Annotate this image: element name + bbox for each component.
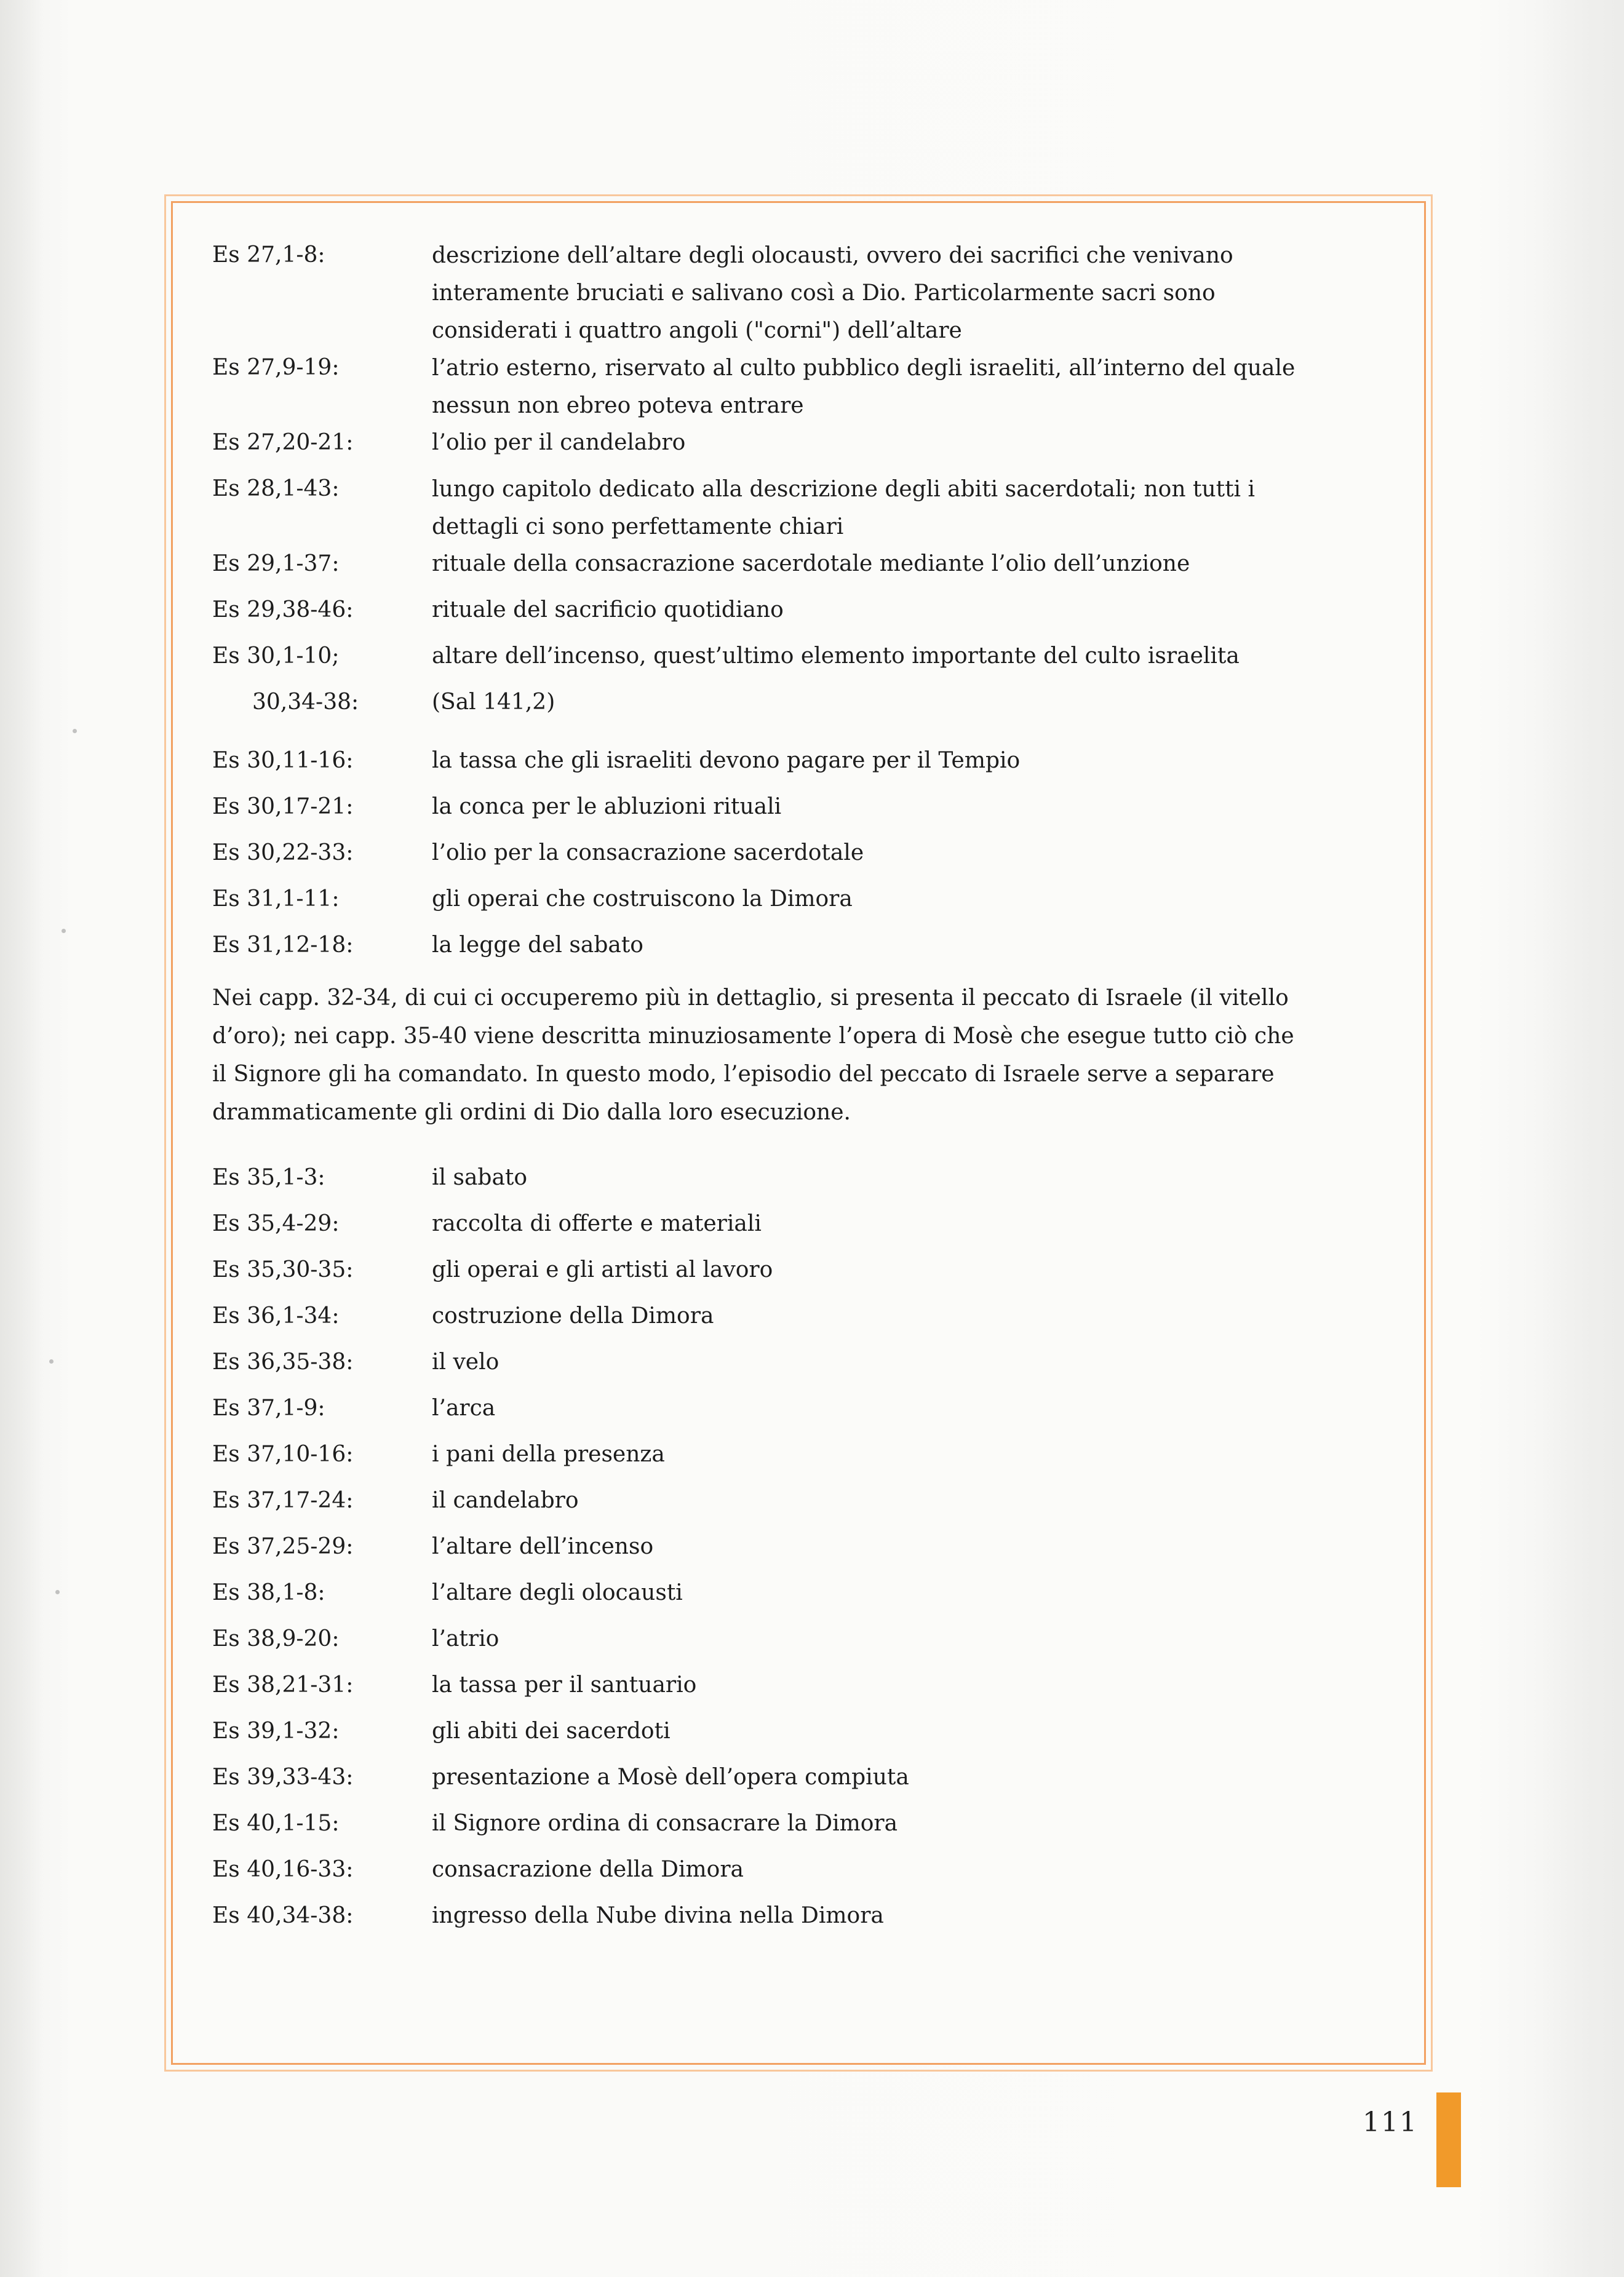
entry-description-line: lungo capitolo dedicato alla descrizione degli abiti sacerdotali; non tutti i: [432, 477, 1256, 502]
entry-reference: Es 31,1-11:: [212, 886, 340, 912]
outline-entry: [212, 638, 1393, 684]
entry-reference: Es 37,10-16:: [212, 1442, 354, 1467]
orange-edge-tab: [1436, 2092, 1461, 2187]
entry-reference: Es 39,33-43:: [212, 1765, 354, 1790]
scan-shadow-right: [1538, 0, 1624, 2277]
entry-description: l’atrio: [432, 1626, 500, 1651]
outline-entry: [212, 1851, 1393, 1898]
page-number: 111: [1363, 2107, 1418, 2138]
entry-description: l’olio per la consacrazione sacerdotale: [432, 840, 864, 865]
outline-entry: [212, 1252, 1393, 1298]
paragraph-line: drammaticamente gli ordini di Dio dalla loro esecuzione.: [212, 1100, 851, 1125]
outline-entry: [212, 237, 1393, 349]
entries-group-2: [212, 742, 1393, 973]
outline-entry: [212, 684, 1393, 730]
outline-entry: [212, 1436, 1393, 1482]
entry-reference: Es 38,21-31:: [212, 1672, 354, 1698]
outline-entry: [212, 881, 1393, 927]
entries-group-1: [212, 237, 1393, 730]
entry-reference: Es 29,1-37:: [212, 551, 340, 576]
exodus-outline: [212, 237, 1393, 1944]
entry-description: presentazione a Mosè dell’opera compiuta: [432, 1765, 909, 1790]
entry-description-line: l’atrio esterno, riservato al culto pubblico degli israeliti, all’interno del quale: [432, 356, 1296, 381]
outline-entry: [212, 1667, 1393, 1713]
summary-paragraph: [212, 973, 1393, 1132]
entry-reference: Es 36,1-34:: [212, 1303, 340, 1329]
outline-entry: [212, 1621, 1393, 1667]
scan-speck: [49, 1359, 54, 1364]
entry-description: il candelabro: [432, 1488, 579, 1513]
outline-entry: [212, 1298, 1393, 1344]
entry-description: rituale del sacrificio quotidiano: [432, 597, 784, 622]
entry-description-line: dettagli ci sono perfettamente chiari: [432, 514, 844, 539]
entry-description-line: nessun non ebreo poteva entrare: [432, 393, 804, 418]
entry-reference: Es 27,9-19:: [212, 355, 340, 380]
outline-entry: [212, 927, 1393, 973]
entry-description: consacrazione della Dimora: [432, 1857, 744, 1882]
entry-reference: Es 30,17-21:: [212, 794, 354, 819]
entry-description: la tassa per il santuario: [432, 1672, 697, 1698]
entry-reference: Es 40,34-38:: [212, 1903, 354, 1928]
entry-reference: Es 35,4-29:: [212, 1211, 340, 1236]
entry-description: la conca per le abluzioni rituali: [432, 794, 782, 819]
paragraph-line: d’oro); nei capp. 35-40 viene descritta minuziosamente l’opera di Mosè che esegue tutto ciò che: [212, 1023, 1294, 1049]
outline-entry: [212, 1528, 1393, 1575]
entry-description: il Signore ordina di consacrare la Dimora: [432, 1811, 898, 1836]
entry-reference: Es 36,35-38:: [212, 1349, 354, 1375]
entry-description: [432, 349, 1393, 424]
entry-reference: Es 37,17-24:: [212, 1488, 354, 1513]
outline-entry: [212, 1159, 1393, 1206]
entry-reference: Es 27,1-8:: [212, 242, 325, 268]
outline-entry: [212, 789, 1393, 835]
outline-entry: [212, 471, 1393, 546]
paragraph-line: Nei capp. 32-34, di cui ci occuperemo più in dettaglio, si presenta il peccato di Israele (il vitello: [212, 985, 1289, 1011]
outline-entry: [212, 1575, 1393, 1621]
scan-speck: [73, 729, 77, 733]
entry-reference: Es 28,1-43:: [212, 476, 340, 501]
entry-description: altare dell’incenso, quest’ultimo elemento importante del culto israelita: [432, 643, 1240, 669]
entry-description: rituale della consacrazione sacerdotale mediante l’olio dell’unzione: [432, 551, 1190, 576]
outline-entry: [212, 1344, 1393, 1390]
entry-description: costruzione della Dimora: [432, 1303, 714, 1329]
entry-description: il velo: [432, 1349, 500, 1375]
entry-description: la tassa che gli israeliti devono pagare per il Tempio: [432, 748, 1021, 773]
outline-entry: [212, 1805, 1393, 1851]
entry-description: l’altare degli olocausti: [432, 1580, 683, 1605]
scan-speck: [62, 929, 66, 933]
outline-entry: [212, 424, 1393, 471]
entry-reference: Es 35,1-3:: [212, 1165, 325, 1190]
scan-speck: [55, 1590, 60, 1594]
entry-reference: Es 35,30-35:: [212, 1257, 354, 1282]
entry-reference: 30,34-38:: [252, 689, 359, 715]
entry-reference: Es 31,12-18:: [212, 932, 354, 958]
entry-description: l’olio per il candelabro: [432, 430, 686, 455]
entries-group-3: [212, 1159, 1393, 1944]
entry-reference: Es 38,1-8:: [212, 1580, 325, 1605]
entry-description: gli operai che costruiscono la Dimora: [432, 886, 853, 912]
entry-reference: Es 37,1-9:: [212, 1396, 325, 1421]
outline-entry: [212, 742, 1393, 789]
entry-reference: Es 29,38-46:: [212, 597, 354, 622]
outline-entry: [212, 1206, 1393, 1252]
entry-description: il sabato: [432, 1165, 528, 1190]
entry-description: raccolta di offerte e materiali: [432, 1211, 762, 1236]
spacer: [212, 730, 1393, 742]
paragraph-line: il Signore gli ha comandato. In questo modo, l’episodio del peccato di Israele serve a separare: [212, 1062, 1275, 1087]
outline-entry: [212, 1898, 1393, 1944]
entry-reference: Es 30,1-10;: [212, 643, 340, 669]
outline-entry: [212, 1390, 1393, 1436]
entry-description: la legge del sabato: [432, 932, 643, 958]
outline-entry: [212, 835, 1393, 881]
entry-reference: Es 27,20-21:: [212, 430, 354, 455]
entry-description: gli operai e gli artisti al lavoro: [432, 1257, 773, 1282]
entry-description: [432, 237, 1393, 349]
entry-description: l’arca: [432, 1396, 496, 1421]
entry-description: [432, 471, 1393, 546]
entry-description: l’altare dell’incenso: [432, 1534, 654, 1559]
entry-description-line: considerati i quattro angoli ("corni") dell’altare: [432, 318, 962, 343]
entry-description: gli abiti dei sacerdoti: [432, 1719, 671, 1744]
entry-reference: Es 40,1-15:: [212, 1811, 340, 1836]
outline-entry: [212, 1759, 1393, 1805]
entry-reference: Es 37,25-29:: [212, 1534, 354, 1559]
entry-reference: Es 39,1-32:: [212, 1719, 340, 1744]
outline-entry: [212, 1482, 1393, 1528]
spacer: [212, 1132, 1393, 1159]
entry-reference: Es 30,11-16:: [212, 748, 354, 773]
entry-description: i pani della presenza: [432, 1442, 665, 1467]
entry-description-line: interamente bruciati e salivano così a Dio. Particolarmente sacri sono: [432, 280, 1216, 306]
entry-description: ingresso della Nube divina nella Dimora: [432, 1903, 884, 1928]
outline-entry: [212, 349, 1393, 424]
entry-reference: Es 30,22-33:: [212, 840, 354, 865]
entry-reference: Es 38,9-20:: [212, 1626, 340, 1651]
entry-description-line: descrizione dell’altare degli olocausti, ovvero dei sacrifici che venivano: [432, 243, 1233, 268]
entry-reference: Es 40,16-33:: [212, 1857, 354, 1882]
entry-description: (Sal 141,2): [432, 689, 555, 715]
outline-entry: [212, 1713, 1393, 1759]
scan-shadow-left: [0, 0, 43, 2277]
outline-entry: [212, 592, 1393, 638]
outline-entry: [212, 546, 1393, 592]
